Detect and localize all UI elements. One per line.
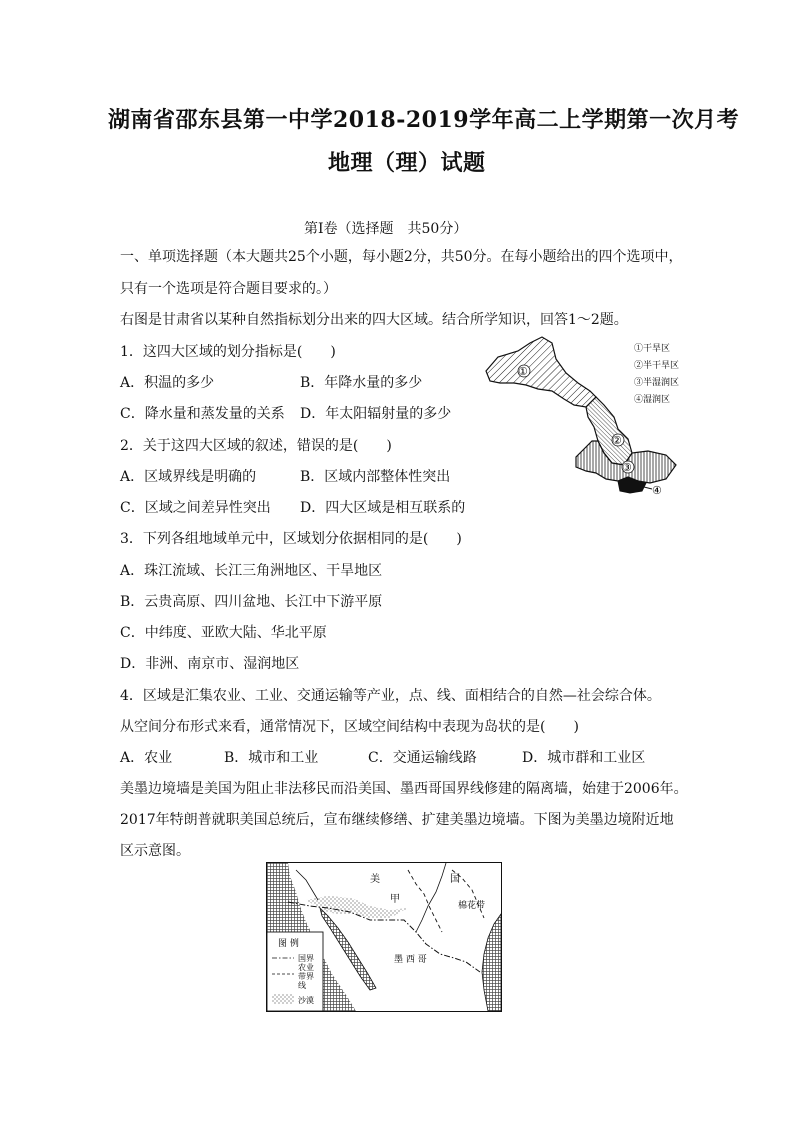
- legend-item-arid: ①干旱区: [634, 344, 671, 354]
- question-2-stem: 2．关于这四大区域的叙述，错误的是( ): [120, 438, 392, 454]
- legend-item-semi-arid: ②半干旱区: [634, 361, 680, 371]
- question-4-option-a: A．农业: [120, 750, 173, 766]
- question-4-stem-line-2: 从空间分布形式来看，通常情况下，区域空间结构中表现为岛状的是( ): [120, 719, 579, 735]
- question-3-option-a: A．珠江流域、长江三角洲地区、干旱地区: [120, 563, 383, 579]
- legend-item-humid: ④湿润区: [634, 395, 671, 405]
- question-2-option-d: D．四大区域是相互联系的: [300, 500, 466, 516]
- label-mexico: 墨 西 哥: [394, 955, 427, 965]
- legend-agri-1: 农业: [298, 963, 314, 972]
- question-1-option-c: C．降水量和蒸发量的关系: [120, 406, 285, 422]
- label-usa-2: 国: [450, 874, 460, 885]
- question-4-option-c: C．交通运输线路: [368, 750, 477, 766]
- legend-desert: 沙漠: [298, 996, 314, 1005]
- question-1-stem: 1．这四大区域的划分指标是( ): [120, 344, 336, 360]
- intro-text-2-line-2: 2017年特朗普就职美国总统后，宣布继续修缮、扩建美墨边境墙。下图为美墨边境附近地: [120, 812, 674, 828]
- us-mexico-border-map: [266, 862, 502, 1012]
- question-2-option-b: B．区域内部整体性突出: [300, 469, 451, 485]
- question-4-option-b: B．城市和工业: [224, 750, 319, 766]
- question-1-option-d: D．年太阳辐射量的多少: [300, 406, 452, 422]
- label-jia: 甲: [390, 894, 400, 905]
- legend-agri-2: 带界: [298, 972, 314, 981]
- label-usa-1: 美: [370, 874, 380, 885]
- region-mark-3: ③: [622, 461, 632, 474]
- intro-text-2-line-1: 美墨边境墙是美国为阻止非法移民而沿美国、墨西哥国界线修建的隔离墙，始建于2006年。: [120, 781, 688, 797]
- region-mark-4: ④: [652, 484, 662, 497]
- legend-item-semi-humid: ③半湿润区: [634, 378, 680, 388]
- question-3-option-b: B．云贵高原、四川盆地、长江中下游平原: [120, 594, 383, 610]
- instructions-line-1: 一、单项选择题（本大题共25个小题，每小题2分，共50分。在每小题给出的四个选项中，: [120, 249, 683, 265]
- legend-agri-3: 线: [298, 981, 306, 990]
- label-cotton-belt: 棉花带: [458, 901, 486, 911]
- section-title: 第Ⅰ卷（选择题 共50分）: [304, 221, 468, 237]
- region-mark-1: ①: [518, 365, 528, 378]
- question-3-option-c: C．中纬度、亚欧大陆、华北平原: [120, 625, 327, 641]
- question-3-stem: 3．下列各组地域单元中，区域划分依据相同的是( ): [120, 531, 462, 547]
- question-2-option-c: C．区域之间差异性突出: [120, 500, 271, 516]
- question-4-stem-line-1: 4．区域是汇集农业、工业、交通运输等产业，点、线、面相结合的自然—社会综合体。: [120, 688, 661, 704]
- question-1-option-a: A．积温的多少: [120, 375, 215, 391]
- intro-text-2-line-3: 区示意图。: [120, 843, 190, 859]
- legend-title: 图 例: [278, 939, 299, 949]
- legend-border: 国界: [298, 954, 314, 963]
- question-1-option-b: B．年降水量的多少: [300, 375, 423, 391]
- question-4-option-d: D．城市群和工业区: [522, 750, 646, 766]
- region-mark-2: ②: [612, 434, 622, 447]
- instructions-line-2: 只有一个选项是符合题目要求的。）: [120, 281, 337, 297]
- gansu-region-map: [478, 333, 698, 508]
- page-subtitle: 地理（理）试题: [328, 150, 486, 176]
- question-3-option-d: D．非洲、南京市、湿润地区: [120, 656, 300, 672]
- question-2-option-a: A．区域界线是明确的: [120, 469, 257, 485]
- intro-text-1: 右图是甘肃省以某种自然指标划分出来的四大区域。结合所学知识，回答1～2题。: [120, 312, 628, 328]
- arid-region: [486, 337, 596, 407]
- page-title: 湖南省邵东县第一中学2018-2019学年高二上学期第一次月考: [108, 107, 740, 133]
